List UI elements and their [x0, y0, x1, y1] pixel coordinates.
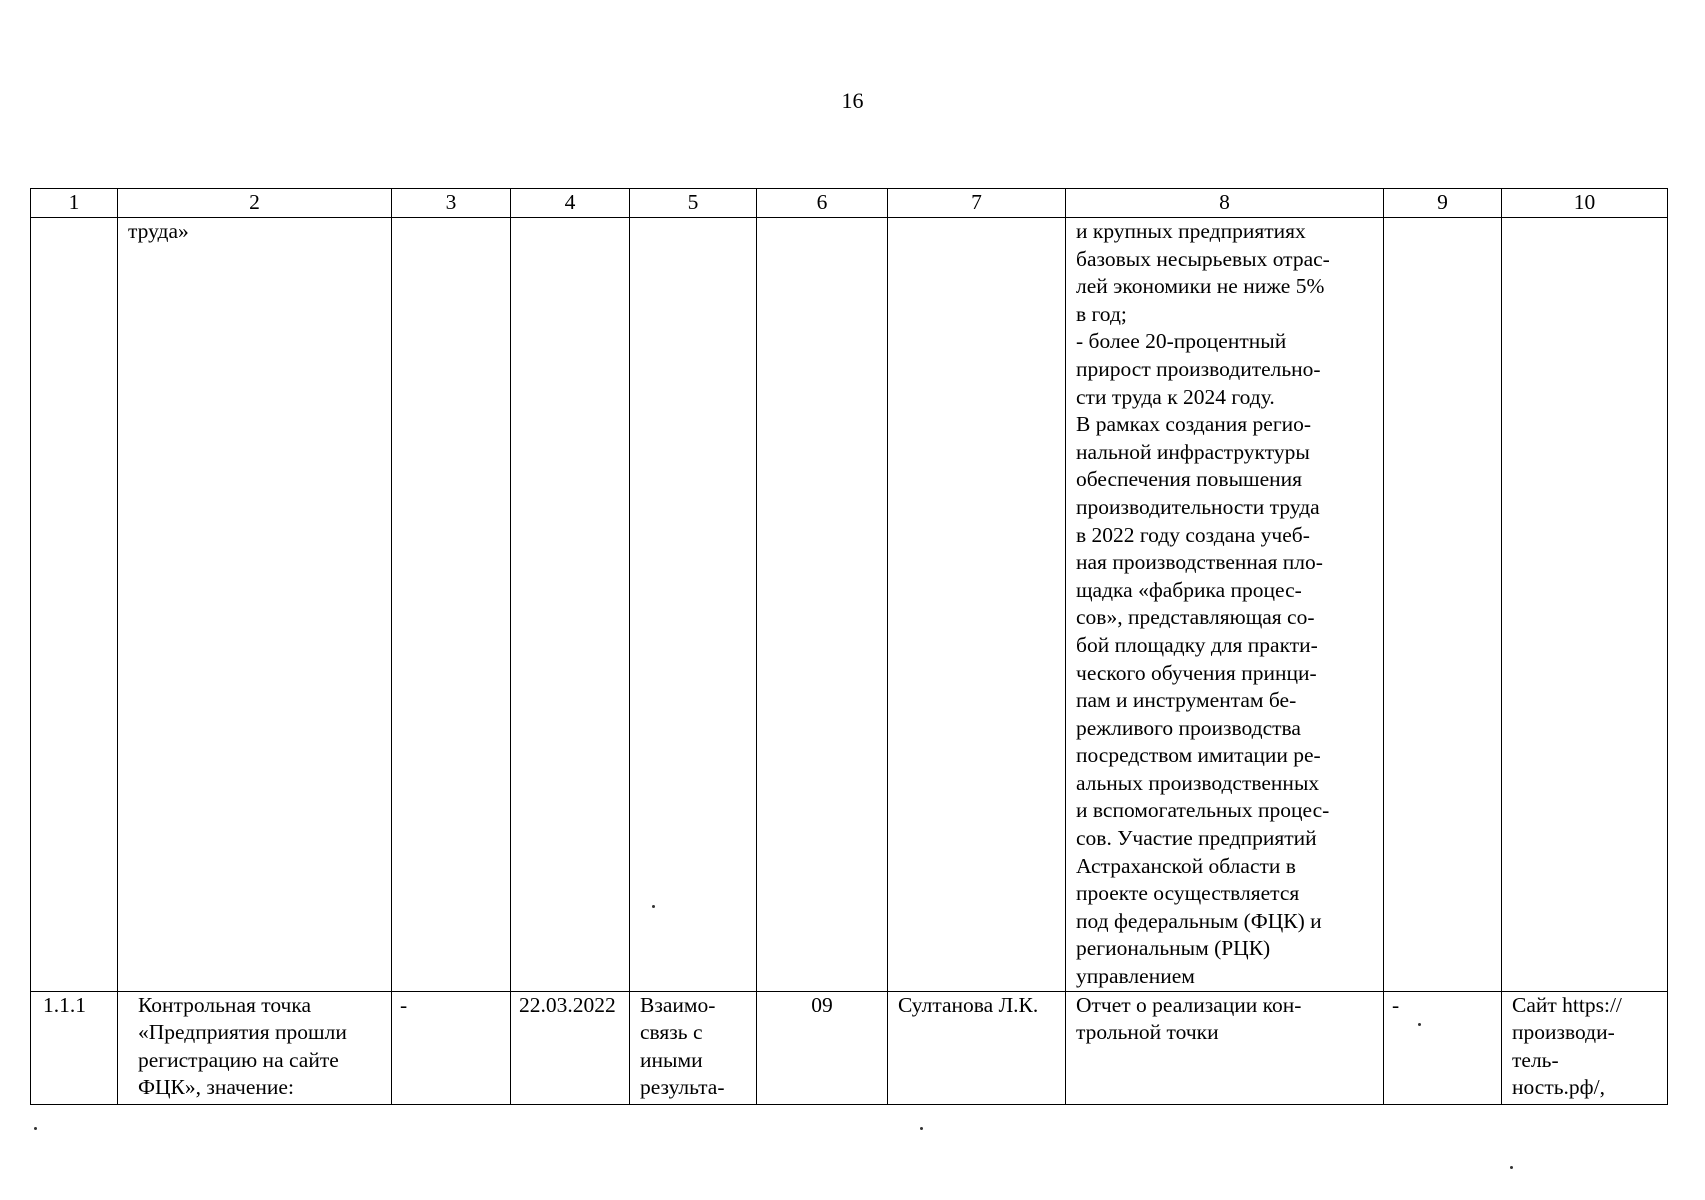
text-line: иными [640, 1047, 703, 1072]
column-header-5: 5 [630, 189, 757, 218]
scan-speck [1510, 1166, 1513, 1169]
column-number-row [31, 189, 1668, 218]
cell-col10 [1502, 218, 1668, 992]
column-header-7: 7 [888, 189, 1066, 218]
text-line: и крупных предприятиях [1076, 219, 1306, 243]
cell-col7 [888, 218, 1066, 992]
text-line: управлением [1076, 964, 1195, 989]
text-line: ная производственная пло- [1076, 550, 1323, 575]
column-header-1: 1 [31, 189, 118, 218]
cell-source [1502, 991, 1668, 1104]
column-header-4: 4 [511, 189, 630, 218]
text-line: нальной инфраструктуры [1076, 439, 1310, 464]
text-line: региональным (РЦК) [1076, 936, 1271, 961]
text-line: связь с [640, 1020, 703, 1045]
cell-col9: - [1384, 991, 1502, 1104]
cell-col5 [630, 218, 757, 992]
cell-col2: труда» [118, 218, 392, 992]
text-line: тель- [1512, 1047, 1559, 1072]
cell-date: 22.03.2022 [511, 991, 630, 1104]
text-line: Отчет о реализации кон- [1076, 992, 1302, 1017]
cell-col1 [31, 218, 118, 992]
text-line: лей экономики не ниже 5% [1076, 274, 1325, 299]
text-line: сов. Участие предприятий [1076, 826, 1317, 851]
text-line: ность.рф/, [1512, 1075, 1605, 1100]
column-header-9: 9 [1384, 189, 1502, 218]
text-line: трольной точки [1076, 1020, 1219, 1045]
text-line: сов», представляющая со- [1076, 605, 1315, 630]
cell-col6 [757, 218, 888, 992]
cell-code: 09 [757, 991, 888, 1104]
text-line: альных производственных [1076, 770, 1320, 795]
text-line: Взаимо- [640, 992, 716, 1017]
cell-col9 [1384, 218, 1502, 992]
text-line: в год; [1076, 301, 1127, 326]
column-header-3: 3 [392, 189, 511, 218]
column-header-8: 8 [1066, 189, 1384, 218]
cell-col3: - [392, 991, 511, 1104]
column-header-6: 6 [757, 189, 888, 218]
column-header-2: 2 [118, 189, 392, 218]
text-line: В рамках создания регио- [1076, 412, 1312, 437]
text-line: и вспомогательных процес- [1076, 798, 1330, 823]
text-line: Астраханской области в [1076, 853, 1296, 878]
cell-item-number: 1.1.1 [31, 991, 118, 1104]
text-line: «Предприятия прошли [138, 1020, 347, 1045]
scan-speck [34, 1127, 37, 1130]
page-number: 16 [841, 88, 864, 113]
text-line: Сайт https:// [1512, 992, 1622, 1017]
text-line: под федеральным (ФЦК) и [1076, 908, 1322, 933]
results-table [30, 188, 1668, 1105]
text-line: производи- [1512, 1020, 1615, 1045]
text-line: бой площадку для практи- [1076, 632, 1318, 657]
scan-speck [920, 1127, 923, 1130]
text-line: пам и инструментам бе- [1076, 688, 1297, 713]
table-row-continuation [31, 218, 1668, 992]
cell-col3 [392, 218, 511, 992]
cell-relation [630, 991, 757, 1104]
text-line: обеспечения повышения [1076, 467, 1303, 492]
scan-speck [1418, 1023, 1421, 1026]
text-line: регистрацию на сайте [138, 1047, 339, 1072]
text-line: в 2022 году создана учеб- [1076, 522, 1310, 547]
cell-col8-description [1066, 218, 1384, 992]
text-line: посредством имитации ре- [1076, 743, 1321, 768]
text-line: - более 20-процентный [1076, 329, 1287, 354]
cell-control-point-name [118, 991, 392, 1104]
text-line: Контрольная точка [138, 992, 312, 1017]
text-line: прирост производительно- [1076, 356, 1321, 381]
column-header-10: 10 [1502, 189, 1668, 218]
text-line: ческого обучения принци- [1076, 660, 1317, 685]
text-line: производительности труда [1076, 494, 1320, 519]
text-line: ФЦК», значение: [138, 1075, 294, 1100]
cell-report [1066, 991, 1384, 1104]
text-line: проекте осуществляется [1076, 881, 1300, 906]
text-line: базовых несырьевых отрас- [1076, 246, 1330, 271]
text-line: щадка «фабрика процес- [1076, 577, 1302, 602]
scan-speck [652, 905, 655, 908]
text-line: сти труда к 2024 году. [1076, 384, 1275, 409]
cell-col4 [511, 218, 630, 992]
text-line: результа- [640, 1075, 725, 1100]
text-line: режливого производства [1076, 715, 1301, 740]
cell-responsible: Султанова Л.К. [888, 991, 1066, 1104]
table-row-control-point [31, 991, 1668, 1104]
